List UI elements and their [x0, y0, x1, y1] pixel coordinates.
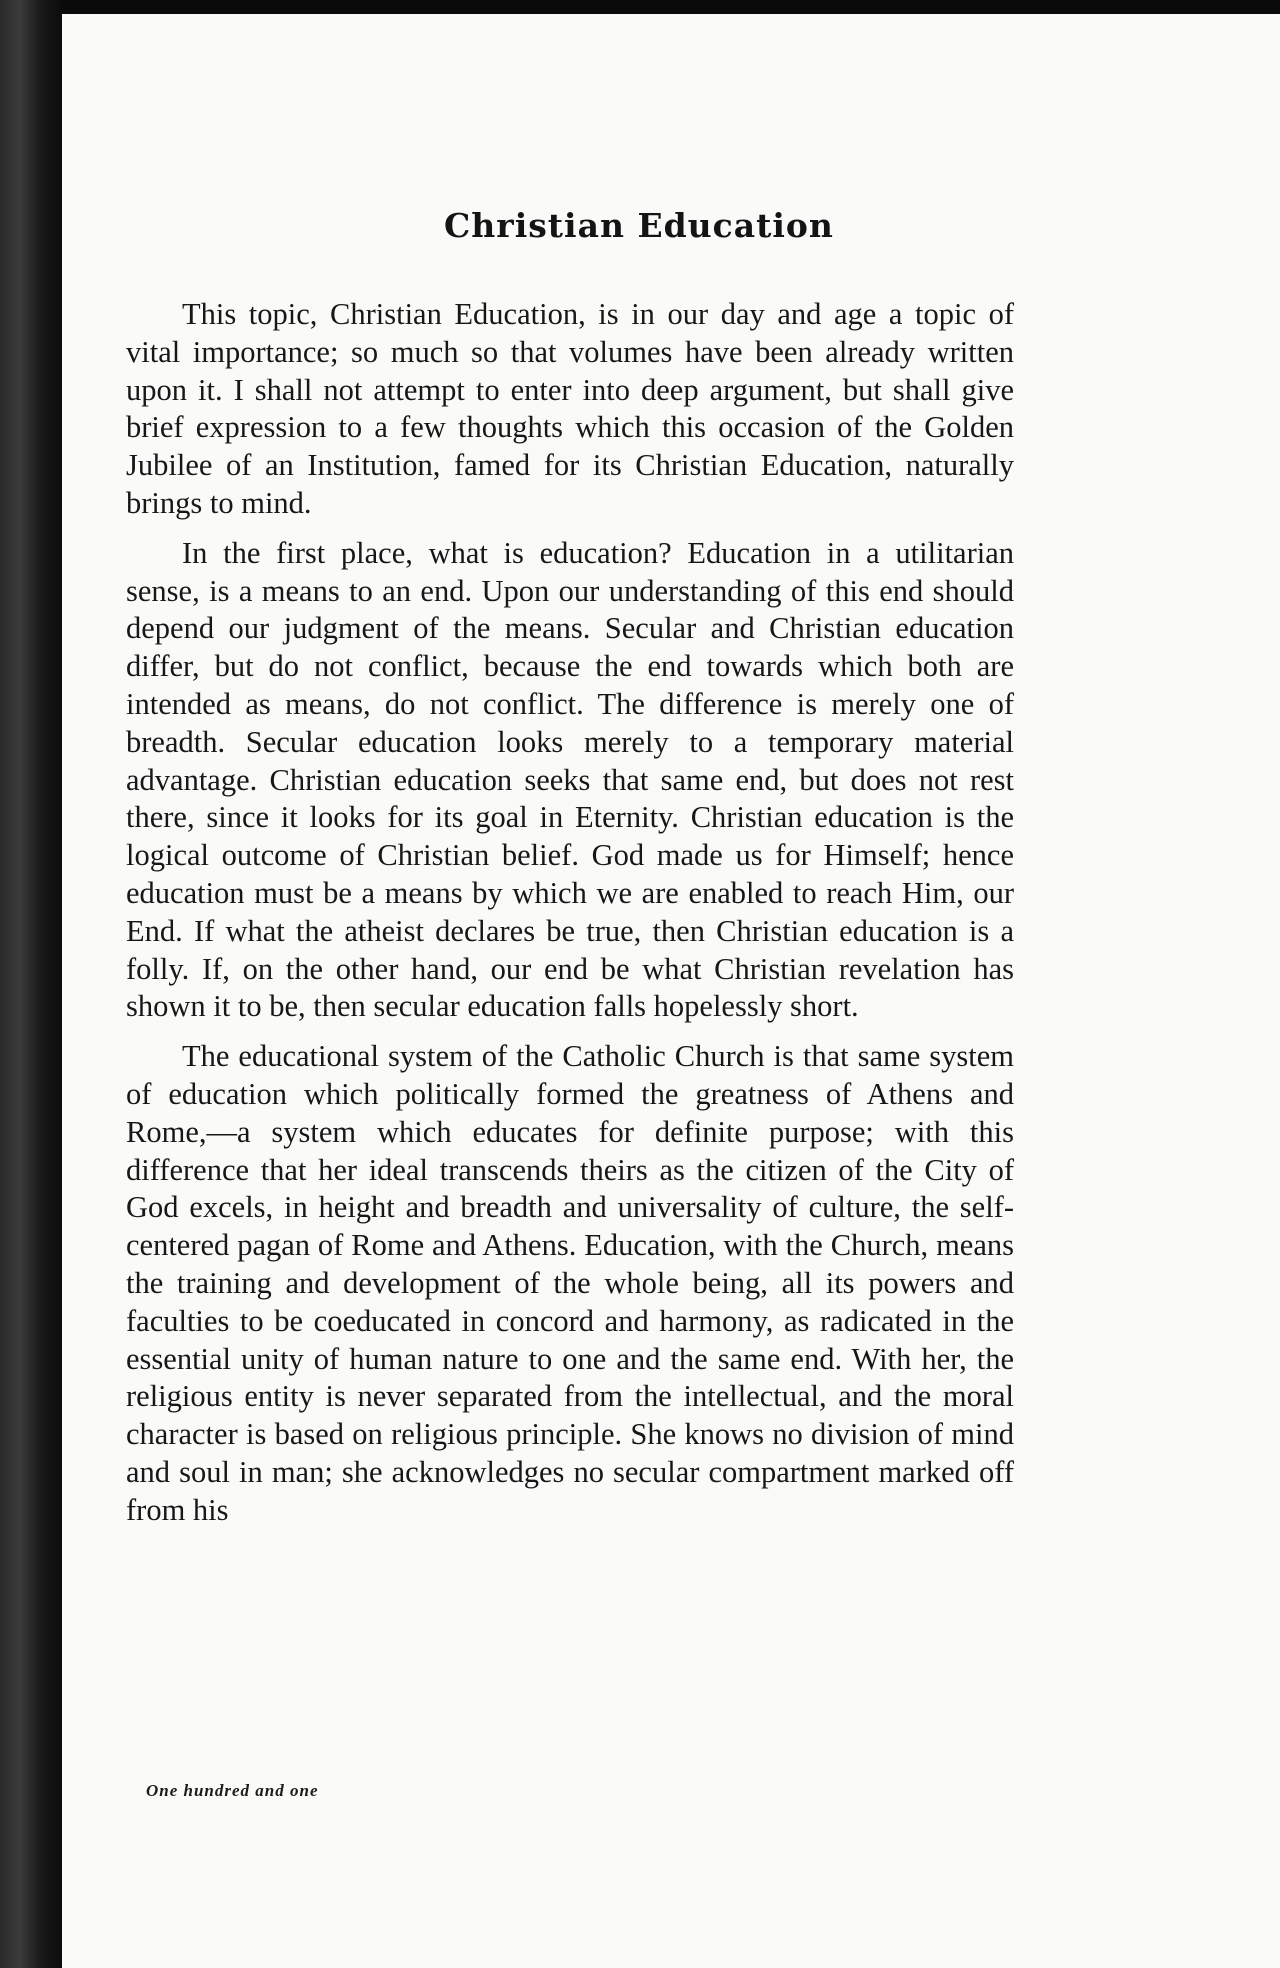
document-page	[62, 14, 1280, 1968]
scan-binding-edge	[0, 0, 62, 1968]
page-title: Christian Education	[444, 206, 834, 245]
body-text	[126, 296, 1014, 1542]
paragraph-3: The educational system of the Catholic Church is that same system of education which politically formed the greatness of Athens and Rome,—a system which educates for definite purpose; with this difference that her ideal transcends theirs as the citizen of the City of God excels, in height and breadth and universality of culture, the self-centered pagan of Rome and Athens. Education, with the Church, means the training and development of the whole being, all its powers and faculties to be coeducated in concord and harmony, as radicated in the essential unity of human nature to one and the same end. With her, the religious entity is never separated from the intellectual, and the moral character is based on religious principle. She knows no division of mind and soul in man; she acknowledges no secular compartment marked off from his	[126, 1039, 1014, 1527]
paragraph-2: In the first place, what is education? Education in a utilitarian sense, is a means to an end. Upon our understanding of this end should depend our judgment of the means. Secular and Christian education differ, but do not conflict, because the end towards which both are intended as means, do not conflict. The difference is merely one of breadth. Secular education looks merely to a temporary material advantage. Christian education seeks that same end, but does not rest there, since it looks for its goal in Eternity. Christian education is the logical outcome of Christian belief. God made us for Himself; hence education must be a means by which we are enabled to reach Him, our End. If what the atheist declares be true, then Christian education is a folly. If, on the other hand, our end be what Christian revelation has shown it to be, then secular education falls hopelessly short.	[126, 535, 1014, 1024]
paragraph-1: This topic, Christian Education, is in our day and age a topic of vital importance; so much so that volumes have been already written upon it. I shall not attempt to enter into deep argument, but shall give brief expression to a few thoughts which this occasion of the Golden Jubilee of an Institution, famed for its Christian Education, naturally brings to mind.	[126, 297, 1014, 520]
page-number-footer: One hundred and one	[146, 1781, 319, 1800]
